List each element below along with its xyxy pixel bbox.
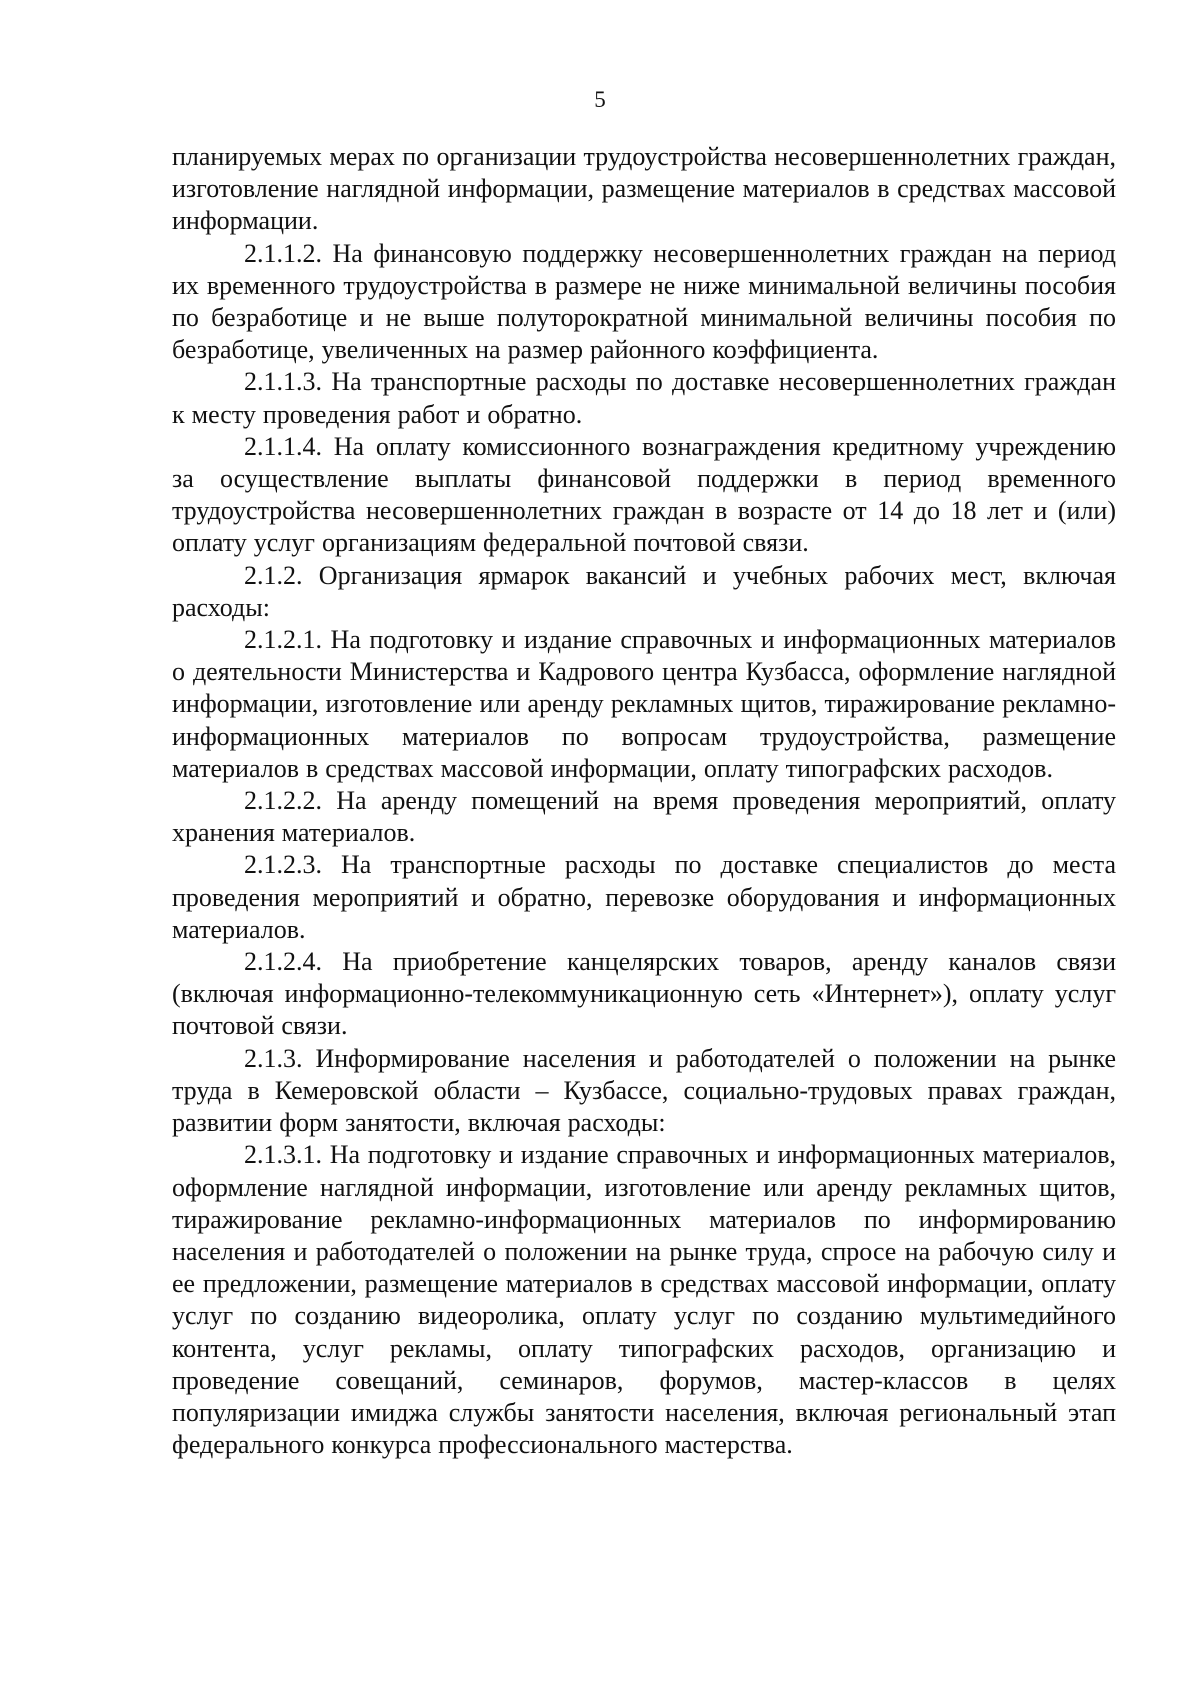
paragraph: 2.1.2.1. На подготовку и издание справочных и информационных материалов о деятельности Министерства и Кадрового центра Кузбасса, оформление наглядной информации, изготовление или аренду рекламных щитов, тиражирование рекламно-информационных материалов по вопросам трудоустройства, размещение материалов в средствах массовой информации, оплату типографских расходов.: [172, 625, 1116, 783]
paragraph: 2.1.2.4. На приобретение канцелярских товаров, аренду каналов связи (включая информационно-телекоммуникационную сеть «Интернет»), оплату услуг почтовой связи.: [172, 947, 1116, 1041]
paragraph: 2.1.1.2. На финансовую поддержку несовершеннолетних граждан на период их временного трудоустройства в размере не ниже минимальной величины пособия по безработице и не выше полуторократной минимальной величины пособия по безработице, увеличенных на размер районного коэффициента.: [172, 238, 1116, 365]
paragraph: 2.1.1.3. На транспортные расходы по доставке несовершеннолетних граждан к месту проведения работ и обратно.: [172, 367, 1116, 429]
paragraph: 2.1.1.4. На оплату комиссионного вознаграждения кредитному учреждению за осуществление выплаты финансовой поддержки в период временного трудоустройства несовершеннолетних граждан в возрасте от 14 до 18 лет и (или) оплату услуг организациям федеральной почтовой связи.: [172, 431, 1116, 558]
paragraph: 2.1.2.3. На транспортные расходы по доставке специалистов до места проведения мероприятий и обратно, перевозке оборудования и информационных материалов.: [172, 850, 1116, 944]
document-body: [172, 141, 1116, 1461]
paragraph: планируемых мерах по организации трудоустройства несовершеннолетних граждан, изготовление наглядной информации, размещение материалов в средствах массовой информации.: [172, 142, 1116, 236]
paragraph: 2.1.2.2. На аренду помещений на время проведения мероприятий, оплату хранения материалов.: [172, 786, 1116, 848]
paragraph: 2.1.3.1. На подготовку и издание справочных и информационных материалов, оформление наглядной информации, изготовление или аренду рекламных щитов, тиражирование рекламно-информационных материалов по информированию населения и работодателей о положении на рынке труда, спросе на рабочую силу и ее предложении, размещение материалов в средствах массовой информации, оплату услуг по созданию видеоролика, оплату услуг по созданию мультимедийного контента, услуг рекламы, оплату типографских расходов, организацию и проведение совещаний, семинаров, форумов, мастер-классов в целях популяризации имиджа службы занятости населения, включая региональный этап федерального конкурса профессионального мастерства.: [172, 1140, 1116, 1460]
page-number: 5: [594, 87, 606, 112]
paragraph: 2.1.2. Организация ярмарок вакансий и учебных рабочих мест, включая расходы:: [172, 560, 1116, 622]
paragraph: 2.1.3. Информирование населения и работодателей о положении на рынке труда в Кемеровской области – Кузбассе, социально-трудовых правах граждан, развитии форм занятости, включая расходы:: [172, 1043, 1116, 1138]
